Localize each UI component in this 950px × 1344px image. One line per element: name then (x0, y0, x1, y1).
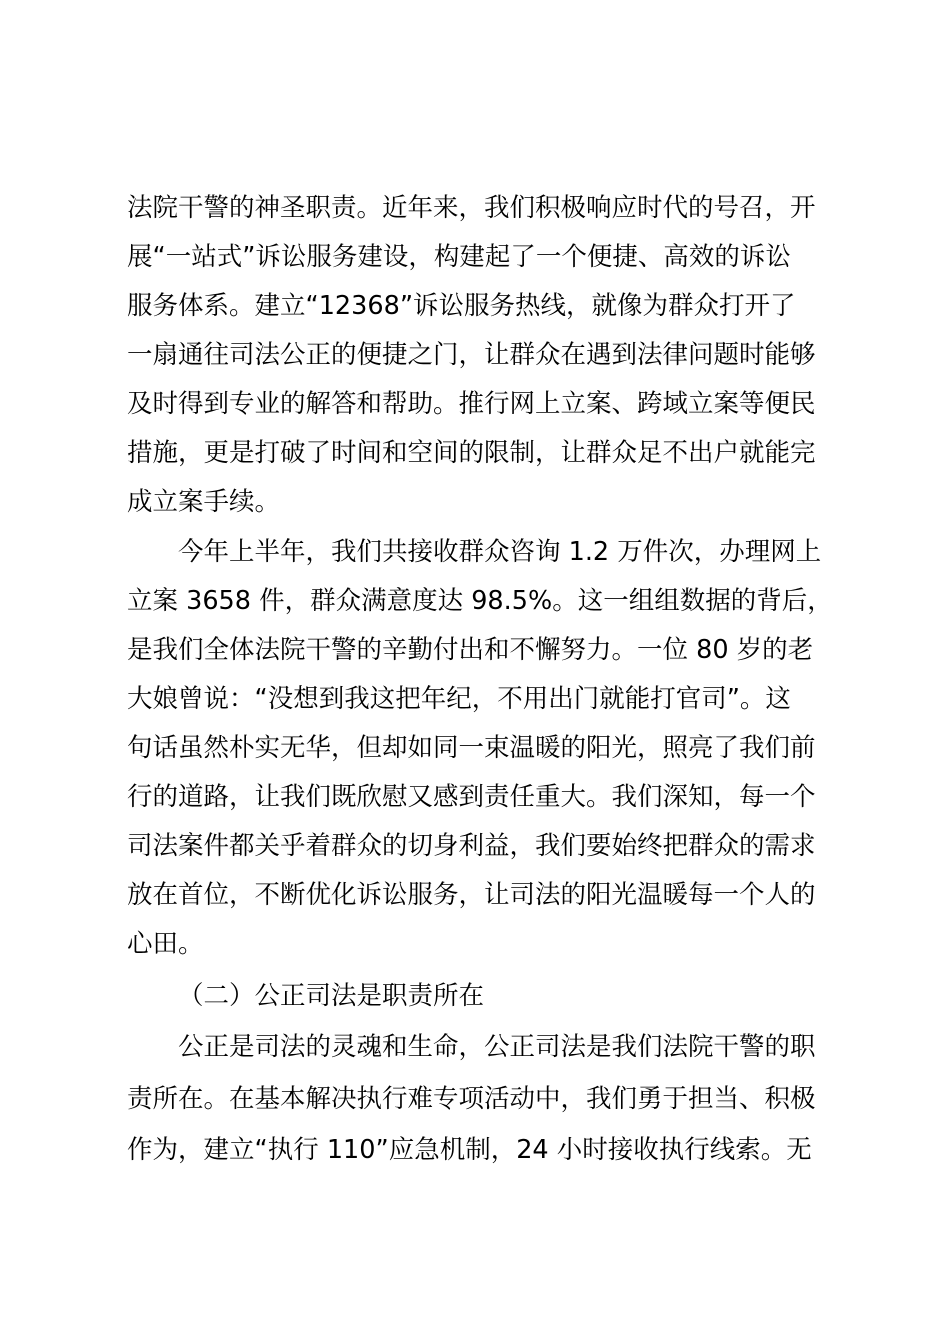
text-line: 大娘曾说：“没想到我这把年纪，不用出门就能打官司”。这 (127, 684, 791, 714)
text-line: 司法案件都关乎着群众的切身利益，我们要始终把群众的需求 (127, 831, 816, 861)
text-line: 心田。 (127, 929, 204, 959)
text-line: 句话虽然朴实无华，但却如同一束温暖的阳光，照亮了我们前 (127, 733, 816, 763)
text-line: 责所在。在基本解决执行难专项活动中，我们勇于担当、积极 (127, 1084, 816, 1114)
text-line: 放在首位，不断优化诉讼服务，让司法的阳光温暖每一个人的 (127, 880, 816, 910)
text-line: 措施，更是打破了时间和空间的限制，让群众足不出户就能完 (127, 438, 816, 468)
text-line: 法院干警的神圣职责。近年来，我们积极响应时代的号召，开 (127, 193, 816, 223)
text-line: 展“一站式”诉讼服务建设，构建起了一个便捷、高效的诉讼 (127, 242, 791, 272)
text-line: 公正是司法的灵魂和生命，公正司法是我们法院干警的职 (178, 1032, 816, 1062)
text-line: 是我们全体法院干警的辛勤付出和不懈努力。一位 80 岁的老 (127, 635, 814, 665)
text-line: 成立案手续。 (127, 487, 281, 517)
text-line: 立案 3658 件，群众满意度达 98.5%。这一组组数据的背后， (127, 586, 833, 616)
section-heading: （二）公正司法是职责所在 (178, 981, 485, 1011)
text-line: 作为，建立“执行 110”应急机制，24 小时接收执行线索。无 (127, 1135, 812, 1165)
text-line: 今年上半年，我们共接收群众咨询 1.2 万件次，办理网上 (178, 537, 822, 567)
text-line: 及时得到专业的解答和帮助。推行网上立案、跨域立案等便民 (127, 389, 816, 419)
text-line: 服务体系。建立“12368”诉讼服务热线，就像为群众打开了 (127, 291, 796, 321)
text-line: 行的道路，让我们既欣慰又感到责任重大。我们深知，每一个 (127, 782, 816, 812)
text-line: 一扇通往司法公正的便捷之门，让群众在遇到法律问题时能够 (127, 340, 816, 370)
